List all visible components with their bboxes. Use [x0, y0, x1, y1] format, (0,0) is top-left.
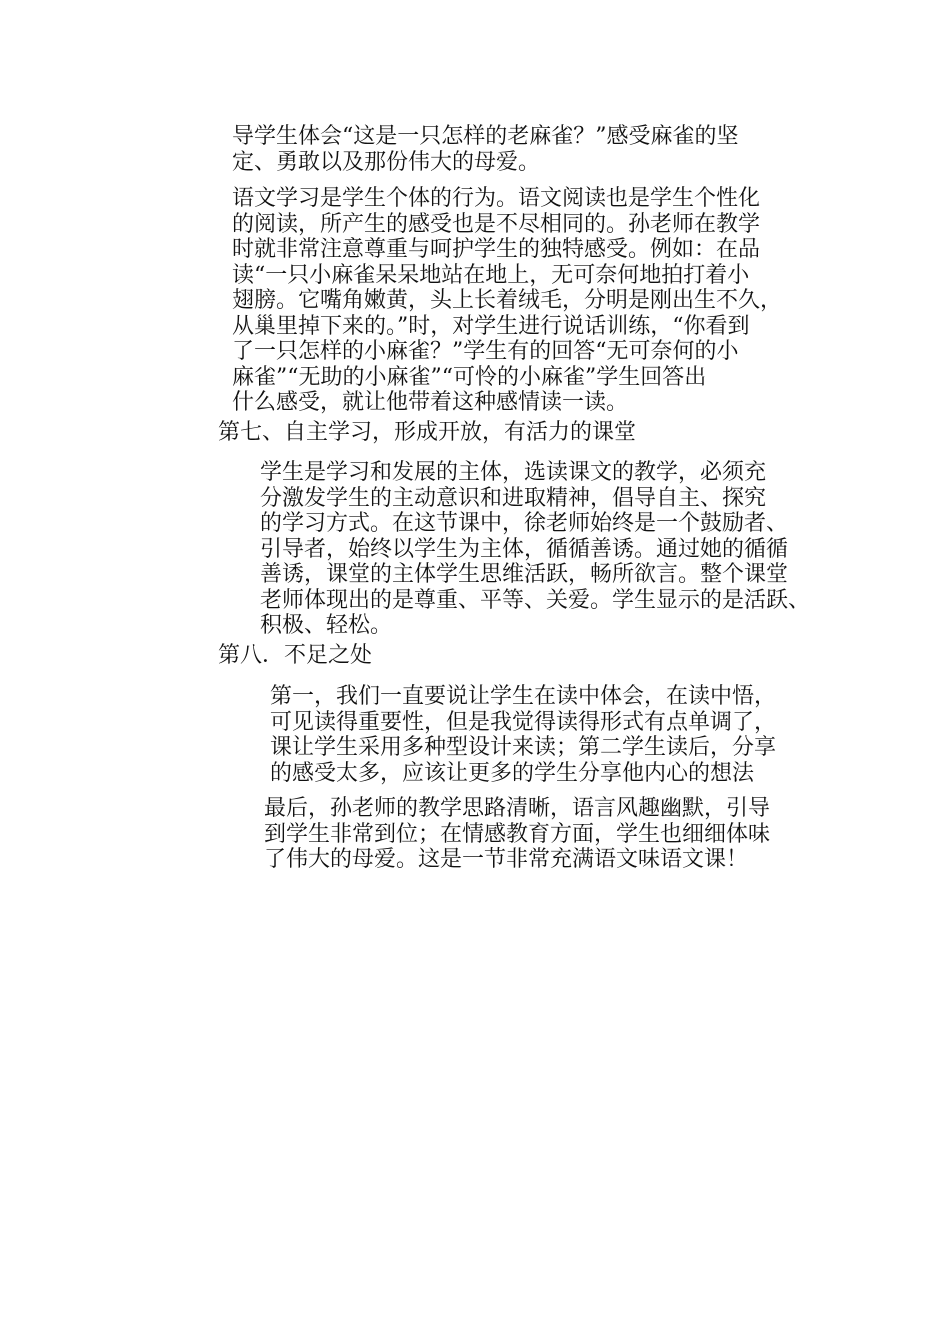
text-line: 了一只怎样的小麻雀？”学生有的回答“无可奈何的小: [232, 339, 739, 364]
paragraph-shortcomings: [270, 684, 776, 786]
text-line: 的阅读，所产生的感受也是不尽相同的。孙老师在教学: [232, 211, 761, 237]
text-line: 麻雀”“无助的小麻雀”“可怜的小麻雀”学生回答出: [232, 364, 707, 390]
text-line: 语文学习是学生个体的行为。语文阅读也是学生个性化: [232, 186, 761, 211]
text-line: 从巢里掉下来的。”时，对学生进行说话训练，“你看到: [232, 313, 750, 339]
text-line: 第一，我们一直要说让学生在读中体会，在读中悟，: [270, 684, 777, 709]
text-line: 导学生体会“这是一只怎样的老麻雀？”感受麻雀的坚: [232, 124, 739, 149]
text-line: 分激发学生的主动意识和进取精神，倡导自主、探究: [260, 485, 767, 511]
paragraph-autonomous-learning: [260, 460, 810, 639]
section-heading-seven: 第七、自主学习，形成开放，有活力的课堂: [218, 420, 637, 445]
paragraph-old-sparrow: [232, 124, 739, 175]
paragraph-conclusion: [264, 796, 770, 873]
text-line: 时就非常注意尊重与呵护学生的独特感受。例如：在品: [232, 237, 761, 262]
text-line: 的感受太多，应该让更多的学生分享他内心的想法: [270, 760, 755, 786]
text-line: 什么感受，就让他带着这种感情读一读。: [232, 390, 629, 415]
text-line: 的学习方式。在这节课中，徐老师始终是一个鼓励者、: [260, 511, 789, 536]
text-line: 最后，孙老师的教学思路清晰，语言风趣幽默，引导: [264, 796, 771, 821]
text-line: 了伟大的母爱。这是一节非常充满语文味语文课！: [264, 847, 749, 872]
text-line: 老师体现出的是尊重、平等、关爱。学生显示的是活跃、: [260, 587, 811, 613]
text-line: 定、勇敢以及那份伟大的母爱。: [232, 149, 541, 175]
text-line: 翅膀。它嘴角嫩黄，头上长着绒毛，分明是刚出生不久，: [232, 288, 783, 313]
text-line: 积极、轻松。: [260, 613, 393, 638]
text-line: 可见读得重要性，但是我觉得读得形式有点单调了，: [270, 709, 777, 735]
text-line: 课让学生采用多种型设计来读；第二学生读后，分享: [270, 735, 777, 760]
paragraph-personal-reading: [232, 186, 782, 416]
text-line: 引导者，始终以学生为主体，循循善诱。通过她的循循: [260, 536, 789, 562]
text-line: 到学生非常到位；在情感教育方面，学生也细细体味: [264, 821, 771, 847]
section-heading-eight: 第八．不足之处: [218, 643, 373, 668]
text-line: 读“一只小麻雀呆呆地站在地上，无可奈何地拍打着小: [232, 262, 750, 288]
text-line: 学生是学习和发展的主体，选读课文的教学，必须充: [260, 460, 767, 485]
text-line: 善诱，课堂的主体学生思维活跃，畅所欲言。整个课堂: [260, 562, 789, 587]
